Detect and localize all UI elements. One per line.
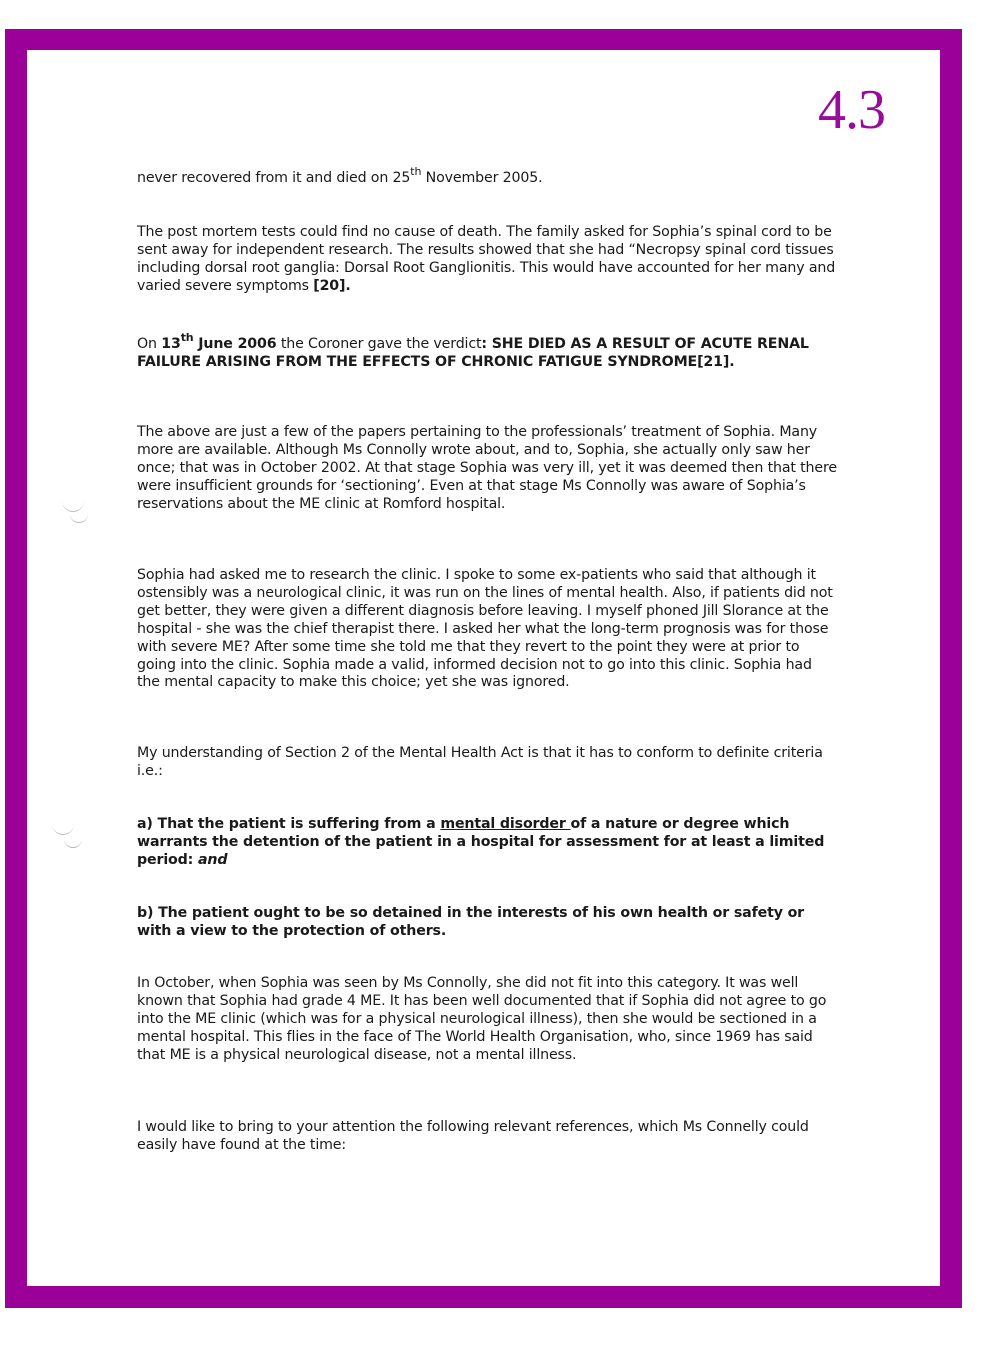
mental-disorder-underlined: mental disorder (440, 816, 571, 832)
paragraph-death-date: never recovered from it and died on 25th November 2005. (137, 165, 543, 186)
paragraph-october-assessment: In October, when Sophia was seen by Ms Connolly, she did not fit into this category. It was well known that Sophia had grade 4 ME. It has been well documented that if Sophia did not agree to go into the ME clinic (which was for a physical neurological illness), then she would be sectioned in a mental hospital. This flies in the face of The World Health Organisation, who, since 1969 has said that ME is a physical neurological disease, not a mental illness. (137, 975, 827, 1063)
paragraph-post-mortem: The post mortem tests could find no cause of death. The family asked for Sophia’s spinal cord to be sent away for independent research. The results showed that she had “Necropsy spinal cord tissues including dorsal root ganglia: Dorsal Root Ganglionitis. This would have accounted for her many and varied severe symptoms [20]. (137, 224, 836, 294)
paragraph-professionals-treatment: The above are just a few of the papers pertaining to the professionals’ treatment of Sophia. Many more are available. Although Ms Connolly wrote about, and to, Sophia, she actually only saw her once; that was in October 2002. At that stage Sophia was very ill, yet it was deemed then that there were insufficient grounds for ‘sectioning’. Even at that stage Ms Connolly was aware of Sophia’s reservations about the ME clinic at Romford hospital. (137, 424, 837, 512)
paragraph-references-intro: I would like to bring to your attention the following relevant references, which Ms Connelly could easily have found at the time: (137, 1119, 809, 1153)
reference-20: [20]. (313, 277, 351, 294)
paragraph-coroner-verdict: On 13th June 2006 the Coroner gave the verdict: SHE DIED AS A RESULT OF ACUTE RENAL FAILURE ARISING FROM THE EFFECTS OF CHRONIC FATIGUE SYNDROME[21]. (137, 331, 809, 370)
criteria-b: b) The patient ought to be so detained in the interests of his own health or safety or with a view to the protection of others. (137, 905, 805, 939)
verdict-text: : SHE DIED AS A RESULT OF ACUTE RENAL FAILURE ARISING FROM THE EFFECTS OF CHRONIC FATIGUE SYNDROME[21]. (137, 336, 809, 370)
criteria-a: a) That the patient is suffering from a mental disorder of a nature or degree which warrants the detention of the patient in a hospital for assessment for at least a limited period: and (137, 816, 825, 868)
paragraph-mental-health-act: My understanding of Section 2 of the Mental Health Act is that it has to conform to definite criteria i.e.: (137, 745, 823, 779)
page-number: 4.3 (818, 79, 885, 141)
paragraph-clinic-research: Sophia had asked me to research the clinic. I spoke to some ex-patients who said that although it ostensibly was a neurological clinic, it was run on the lines of mental health. Also, if patients did not get better, they were given a different diagnosis before leaving. I myself phoned Jill Slorance at the hospital - she was the chief therapist there. I asked her what the long-term prognosis was for those with severe ME? After some time she told me that they revert to the point they were at prior to going into the clinic. Sophia made a valid, informed decision not to go into this clinic. Sophia had the mental capacity to make this choice; yet she was ignored. (137, 567, 833, 691)
